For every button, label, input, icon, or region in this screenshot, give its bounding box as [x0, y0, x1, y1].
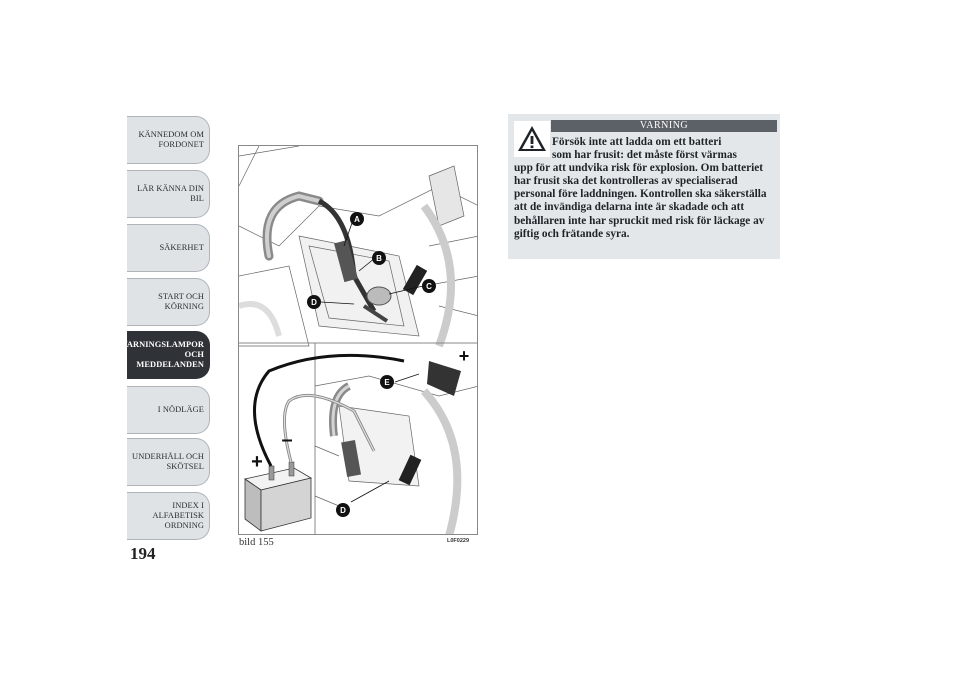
- minus-sign-battery: –: [281, 429, 293, 451]
- warning-body: upp för att undvika risk för explosion. Om batteriet har frusit ska det kontrolleras av specialiserad personal före laddningen. Kontrollen ska säkerställa att de invändiga delarna inte är skadade och att behållaren inte har spruckit med risk för läckage av giftig och frätande syra.: [514, 162, 767, 240]
- warning-title: VARNING: [551, 120, 777, 132]
- label-d-top: D: [311, 298, 317, 307]
- plus-sign-battery: +: [251, 451, 263, 473]
- label-a: A: [354, 215, 360, 224]
- label-d-bottom: D: [340, 506, 346, 515]
- warning-text: [514, 136, 776, 241]
- warning-line-2: som har frusit: det måste först värmas: [552, 149, 737, 162]
- label-e: E: [384, 378, 390, 387]
- warning-box: [508, 114, 780, 259]
- illustration-svg: [239, 146, 478, 535]
- tab-varningslampor-och-meddelanden[interactable]: VARNINGSLAMPOR OCH MEDDELANDEN: [127, 331, 210, 379]
- tab-lar-kanna-din-bil[interactable]: LÄR KÄNNA DIN BIL: [127, 170, 210, 218]
- figure-caption: bild 155: [239, 537, 274, 548]
- jump-start-illustration: [238, 145, 478, 535]
- engine-bay-top: [239, 146, 478, 346]
- tab-start-och-korning[interactable]: START OCH KÖRNING: [127, 278, 210, 326]
- tab-kannedom-om-fordonet[interactable]: KÄNNEDOM OM FORDONET: [127, 116, 210, 164]
- page-number: 194: [130, 544, 156, 563]
- figure-code: L0F0229: [447, 538, 470, 544]
- label-c: C: [426, 282, 432, 291]
- tab-underhall-och-skotsel[interactable]: UNDERHÅLL OCH SKÖTSEL: [127, 438, 210, 486]
- plus-sign-engine: +: [458, 346, 470, 366]
- label-b: B: [376, 254, 382, 263]
- tab-i-nodlage[interactable]: I NÖDLÄGE: [127, 386, 210, 434]
- warning-line-1: Försök inte att ladda om ett batteri: [552, 136, 722, 148]
- tab-index-i-alfabetisk-ordning[interactable]: INDEX I ALFABETISK ORDNING: [127, 492, 210, 540]
- tab-sakerhet[interactable]: SÄKERHET: [127, 224, 210, 272]
